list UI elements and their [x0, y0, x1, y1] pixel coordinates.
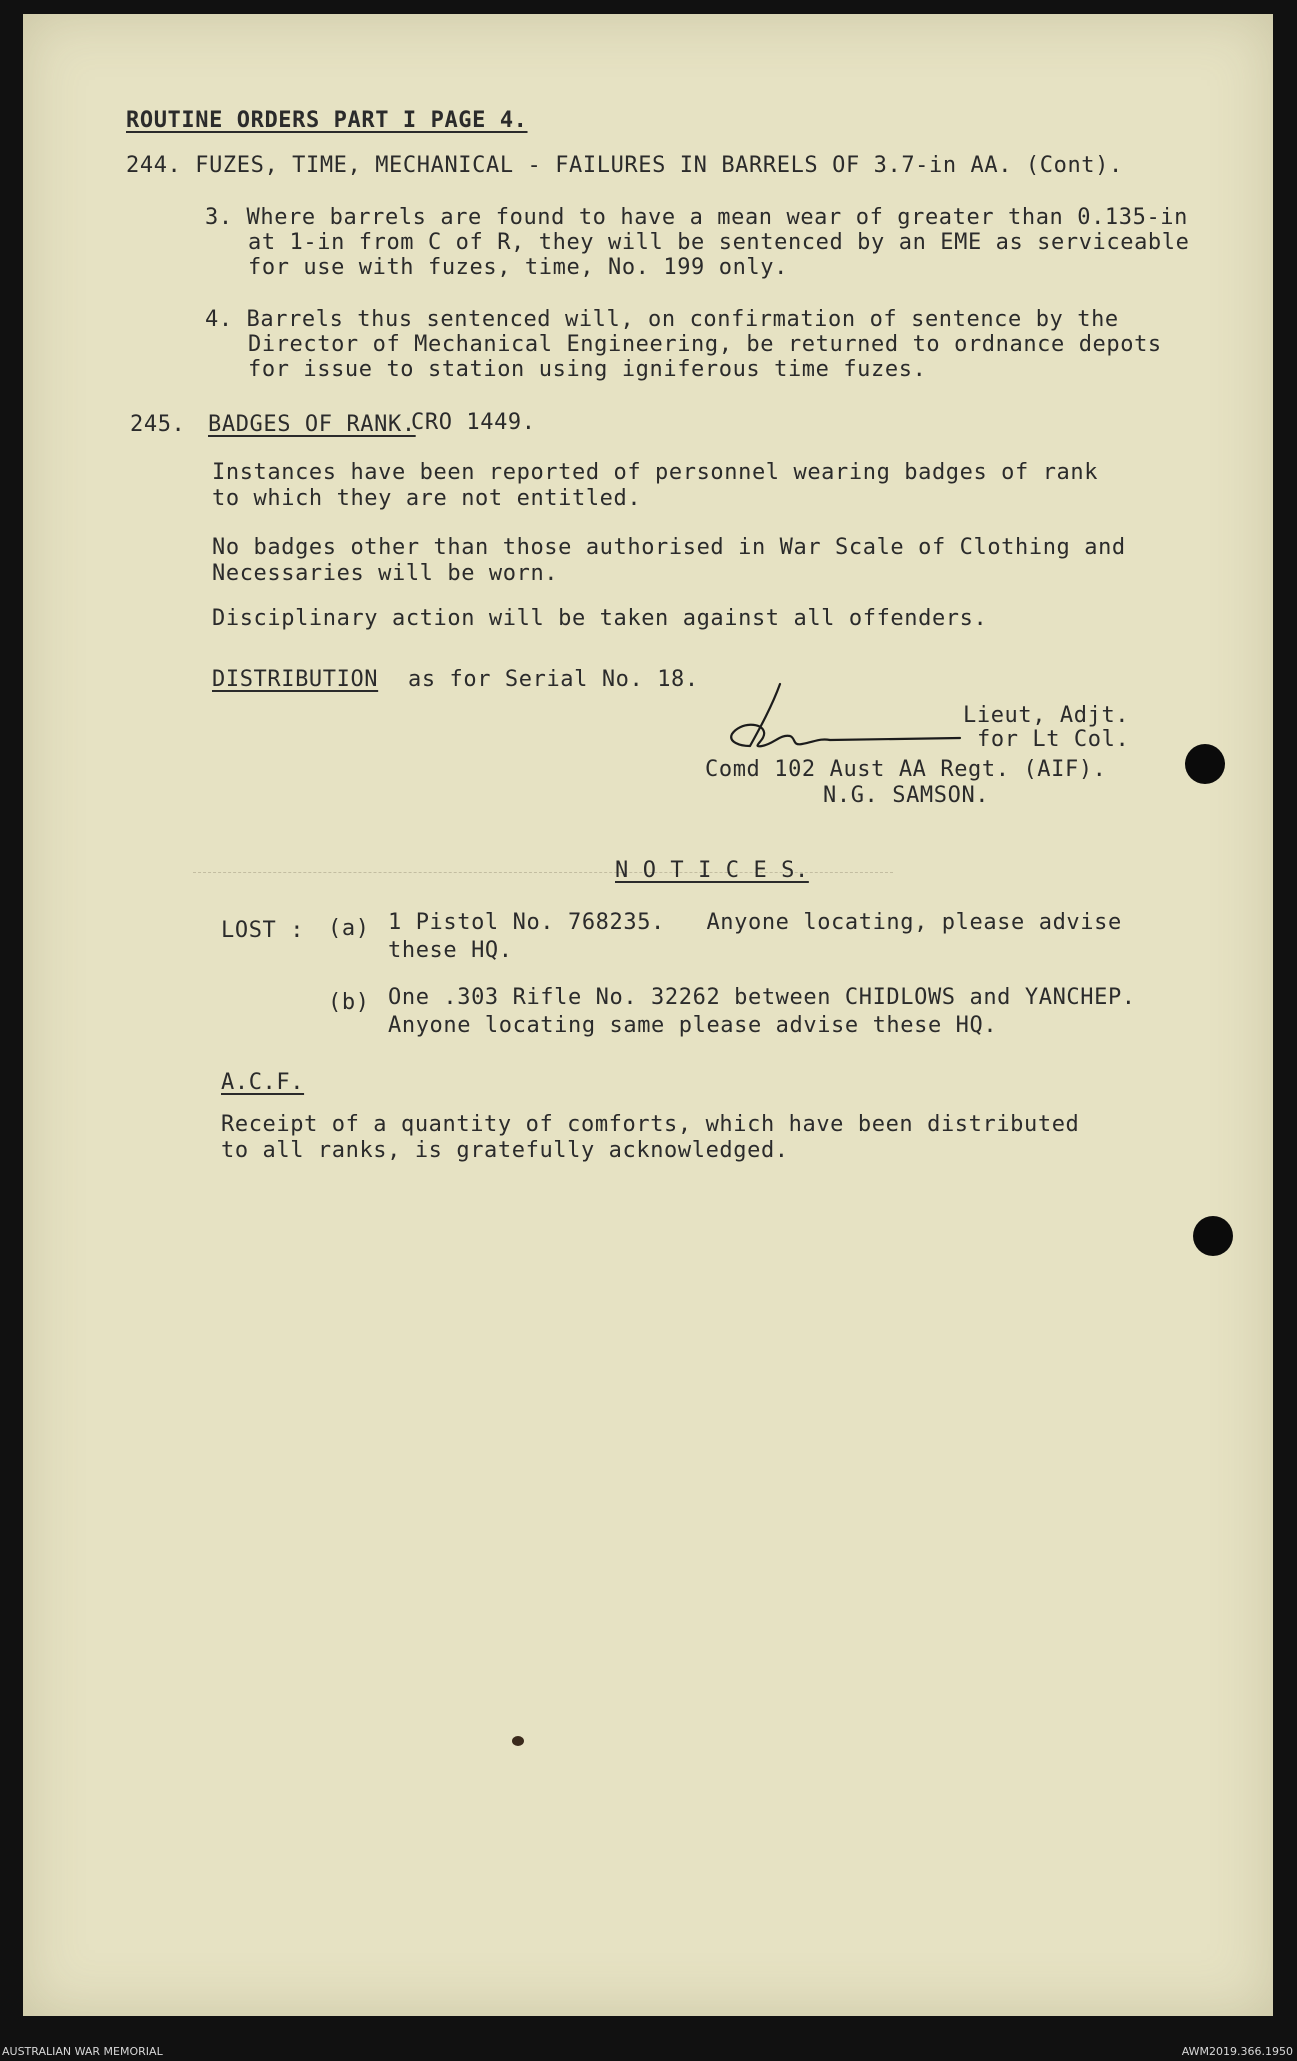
handwritten-signature [710, 676, 970, 766]
acf-line2: to all ranks, is gratefully acknowledged. [221, 1138, 789, 1163]
punch-hole-lower [1193, 1216, 1233, 1256]
notice-a-line2: these HQ. [388, 938, 513, 963]
order-245-para2-line2: Necessaries will be worn. [212, 561, 559, 586]
signature-unit: Comd 102 Aust AA Regt. (AIF). [705, 757, 1107, 782]
order-245-para2-line1: No badges other than those authorised in War Scale of Clothing and [212, 535, 1126, 560]
ink-blot [512, 1736, 524, 1746]
order-244-para4-line2: Director of Mechanical Engineering, be returned to ordnance depots [248, 332, 1162, 357]
order-245-para1-line1: Instances have been reported of personnel wearing badges of rank [212, 460, 1099, 485]
lost-label: LOST : [221, 918, 305, 943]
notices-title: N O T I C E S. [615, 858, 809, 883]
order-244-heading: 244. FUZES, TIME, MECHANICAL - FAILURES IN BARRELS OF 3.7-in AA. (Cont). [126, 153, 1123, 178]
distribution-label: DISTRIBUTION [212, 667, 379, 692]
distribution-text: as for Serial No. 18. [408, 667, 699, 692]
footer-right: AWM2019.366.1950 [1181, 2045, 1293, 2058]
notice-a-line1: 1 Pistol No. 768235. Anyone locating, please advise [388, 910, 1122, 935]
order-245-reference: CRO 1449. [411, 410, 536, 435]
order-245-para3: Disciplinary action will be taken against all offenders. [212, 606, 988, 631]
order-244-para4-line3: for issue to station using igniferous time fuzes. [248, 357, 927, 382]
signature-name: N.G. SAMSON. [823, 783, 990, 808]
order-244-para3-line2: at 1-in from C of R, they will be sentenced by an EME as serviceable [248, 230, 1190, 255]
acf-line1: Receipt of a quantity of comforts, which have been distributed [221, 1112, 1080, 1137]
notice-b-marker: (b) [328, 990, 370, 1015]
signature-for: for Lt Col. [977, 727, 1130, 752]
order-245-title: BADGES OF RANK. [208, 412, 416, 437]
order-244-para3-line3: for use with fuzes, time, No. 199 only. [248, 255, 788, 280]
notice-a-marker: (a) [328, 916, 370, 941]
footer-left: AUSTRALIAN WAR MEMORIAL [2, 2045, 163, 2058]
punch-hole-upper [1185, 744, 1225, 784]
order-245-para1-line2: to which they are not entitled. [212, 486, 642, 511]
signature-rank: Lieut, Adjt. [963, 703, 1130, 728]
page-title: ROUTINE ORDERS PART I PAGE 4. [126, 108, 528, 133]
notice-b-line1: One .303 Rifle No. 32262 between CHIDLOWS and YANCHEP. [388, 985, 1136, 1010]
order-244-para4-line1: 4. Barrels thus sentenced will, on confirmation of sentence by the [205, 307, 1119, 332]
acf-title: A.C.F. [221, 1070, 305, 1095]
order-245-number: 245. [130, 412, 186, 437]
notice-b-line2: Anyone locating same please advise these HQ. [388, 1013, 998, 1038]
order-244-para3-line1: 3. Where barrels are found to have a mean wear of greater than 0.135-in [205, 205, 1189, 230]
